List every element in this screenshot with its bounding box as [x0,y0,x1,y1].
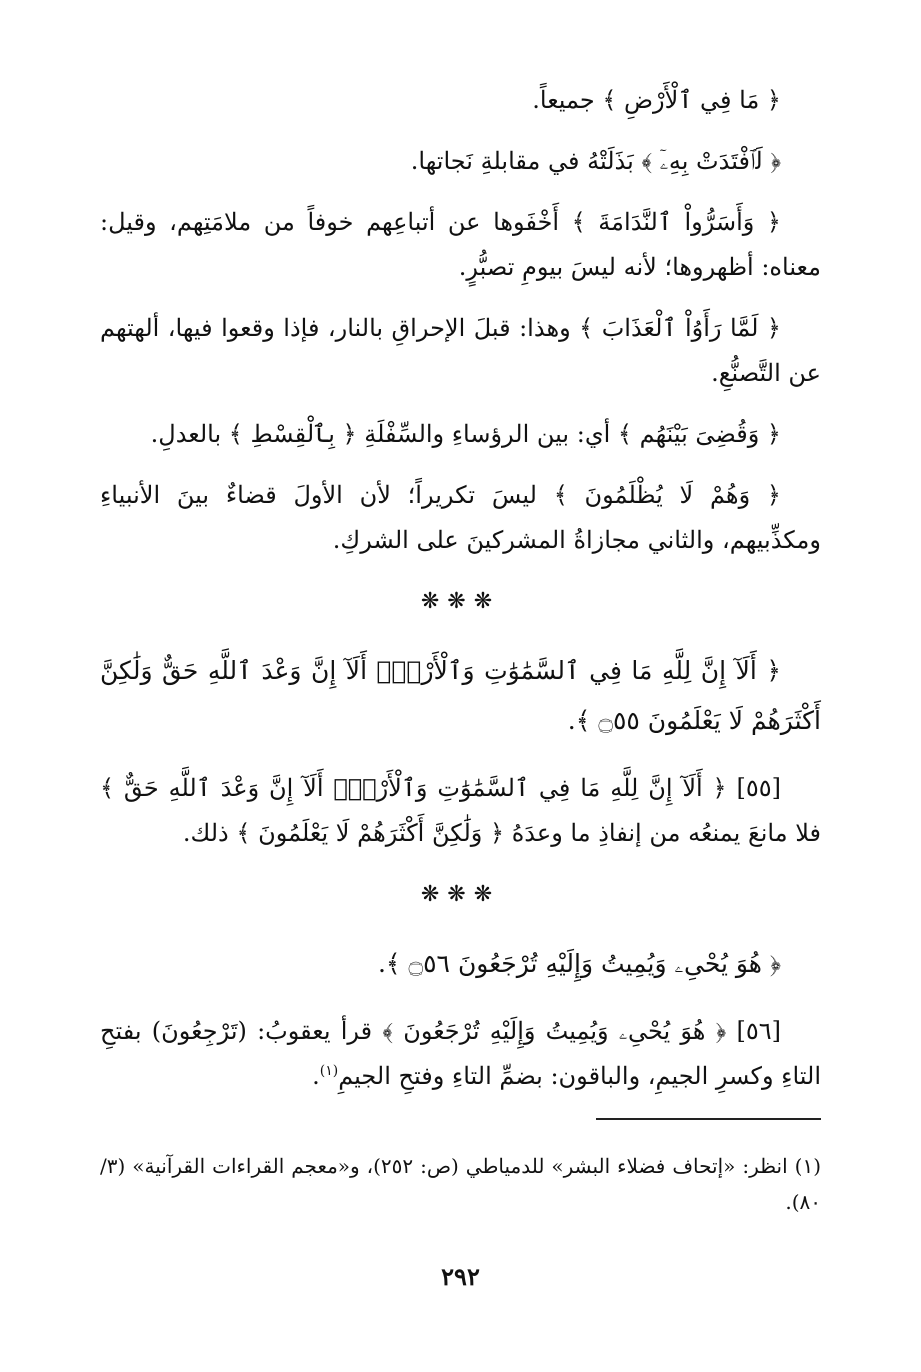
section-separator: ❋❋❋ [420,882,501,907]
tafsir-body [100,78,821,1099]
quran-verse-56: ﴿ هُوَ يُحْىِۦ وَيُمِيتُ وَإِلَيْهِ تُرْجَعُونَ ۝٥٦ ﴾. [377,949,781,978]
footnote-divider [596,1118,821,1120]
paragraph-2: ﴿ لَٱفْتَدَتْ بِهِۦٓ ﴾ بَذَلَتْهُ في مقابلةِ نَجاتها. [410,147,781,175]
page-number: ٢٩٢ [441,1262,480,1291]
paragraph-4: ﴿ لَمَّا رَأَوُاْ ٱلْعَذَابَ ﴾ وهذا: قبلَ الإحراقِ بالنار، فإذا وقعوا فيها، ألهتهم عن التَّصنُّعِ. [100,314,821,387]
paragraph-3: ﴿ وَأَسَرُّواْ ٱلنَّدَامَةَ ﴾ أَخْفَوها عن أتباعِهم خوفاً من ملامَتِهم، وقيل: معناه: أظهروها؛ لأنه ليسَ بيومِ تصبُّرٍ. [100,208,821,281]
quran-verse-55: ﴿ أَلَآ إِنَّ لِلَّهِ مَا فِي ٱلسَّمَٰوَٰتِ وَٱلْأَرْضِۗ أَلَآ إِنَّ وَعْدَ ٱللَّهِ حَقٌّ وَلَٰكِنَّ أَكْثَرَهُمْ لَا يَعْلَمُونَ ۝٥٥ ﴾. [100,656,821,735]
paragraph-5: ﴿ وَقُضِىَ بَيْنَهُم ﴾ أي: بين الرؤساءِ والسِّفْلَةِ ﴿ بِٱلْقِسْطِ ﴾ بالعدلِ. [150,420,781,448]
tafsir-56-end: . [312,1062,320,1090]
tafsir-56-paragraph [100,1009,821,1099]
footnotes [100,1148,821,1220]
paragraph-6: ﴿ وَهُمْ لَا يُظْلَمُونَ ﴾ ليسَ تكريراً؛ لأن الأولَ قضاءٌ بينَ الأنبياءِ ومكذِّبيهم، والثاني مجازاةُ المشركينَ على الشركِ. [100,481,821,554]
footnote-1: (١) انظر: «إتحاف فضلاء البشر» للدمياطي (ص: ٢٥٢)، و«معجم القراءات القرآنية» (٣/ ٨٠). [100,1154,821,1214]
section-separator: ❋❋❋ [420,589,501,614]
footnote-reference[interactable]: (١) [319,1063,339,1079]
paragraph-1: ﴿ مَا فِي ٱلْأَرْضِ ﴾ جميعاً. [532,86,781,114]
tafsir-56: [٥٦] ﴿ هُوَ يُحْىِۦ وَيُمِيتُ وَإِلَيْهِ تُرْجَعُونَ ﴾ قرأ يعقوبُ: (تَرْجِعُونَ) بفتحِ التاءِ وكسرِ الجيمِ، والباقون: بضمِّ التاءِ وفتحِ الجيمِ [100,1017,821,1090]
tafsir-55: [٥٥] ﴿ أَلَآ إِنَّ لِلَّهِ مَا فِي ٱلسَّمَٰوَٰتِ وَٱلْأَرْضِۗ أَلَآ إِنَّ وَعْدَ ٱللَّهِ حَقٌّ ﴾ فلا مانعَ يمنعُه من إنفاذِ ما وعدَهُ ﴿ وَلَٰكِنَّ أَكْثَرَهُمْ لَا يَعْلَمُونَ ﴾ ذلك. [100,774,821,847]
